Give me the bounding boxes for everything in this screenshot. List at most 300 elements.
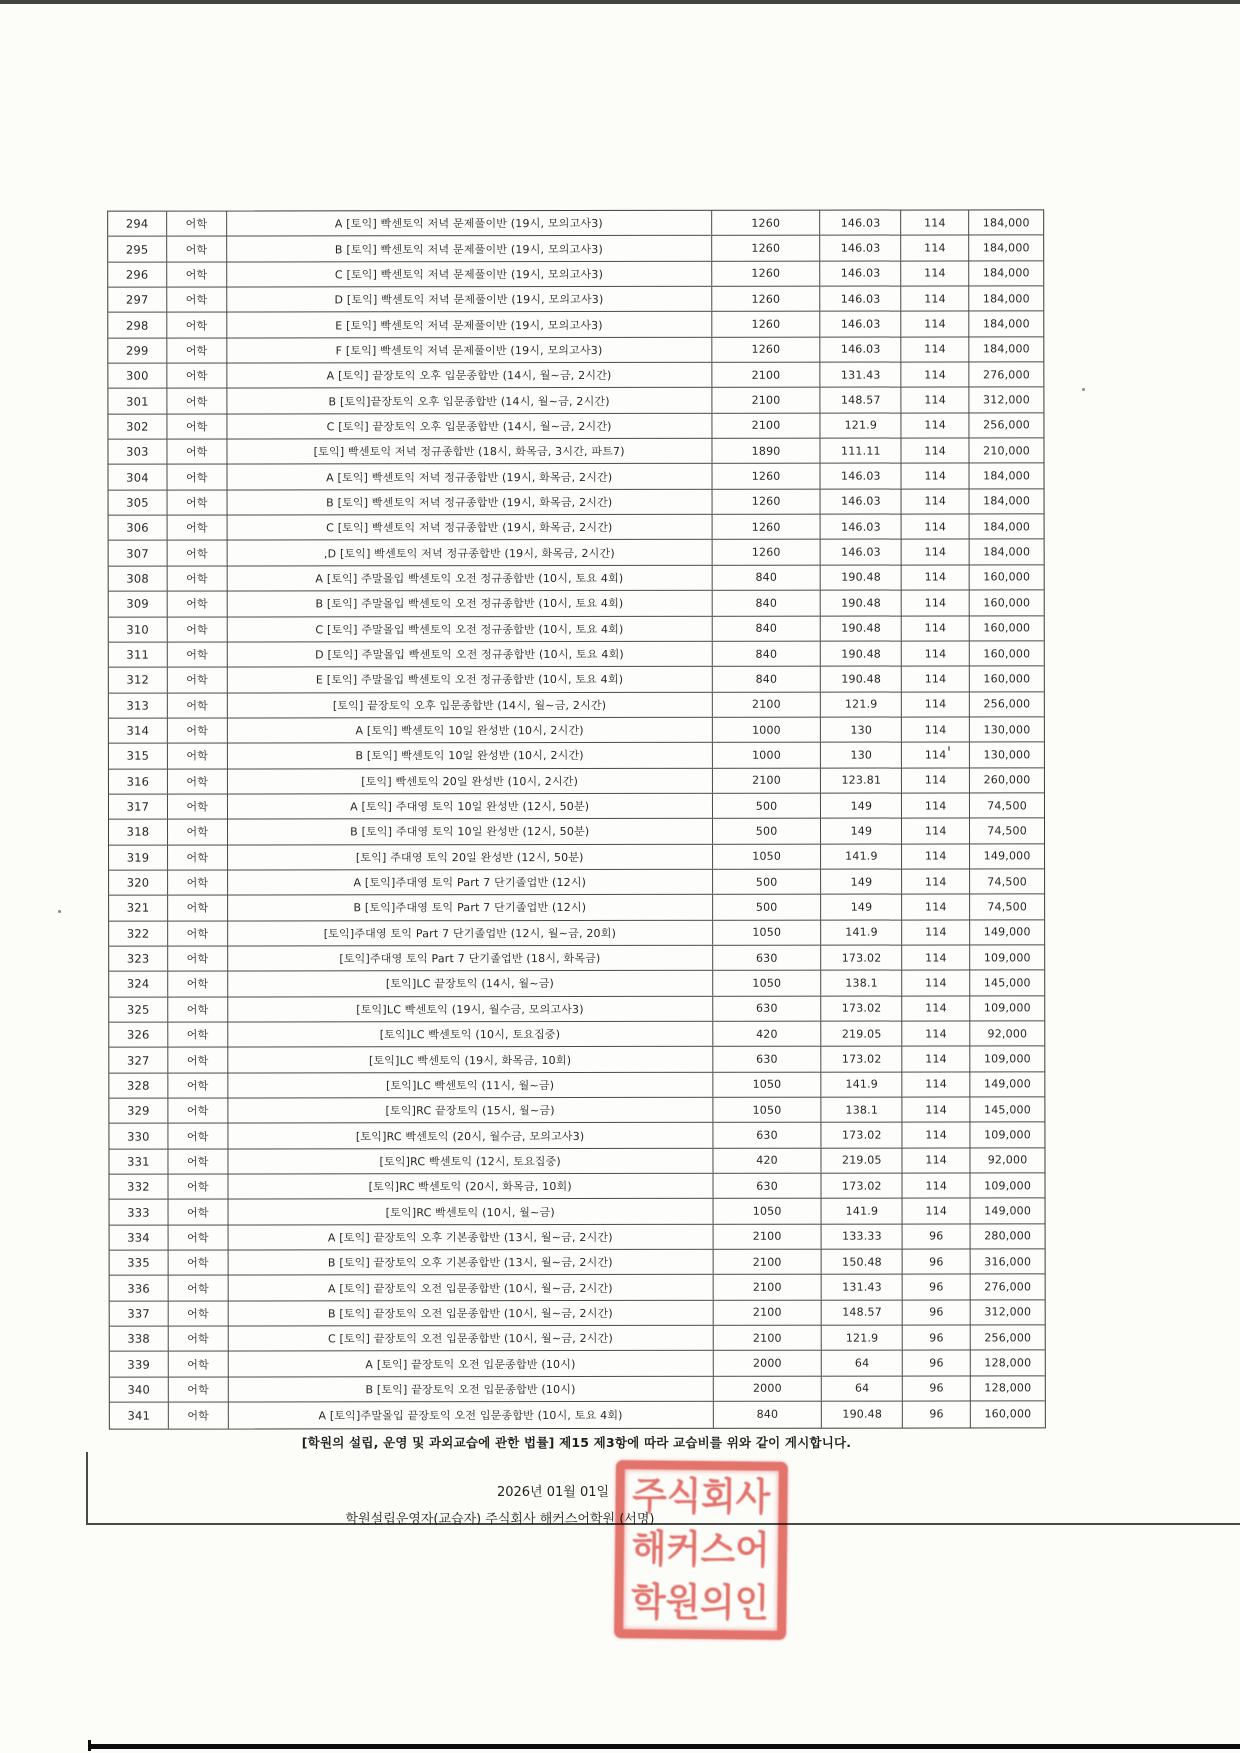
course-name-cell: A [토익] 주대영 토익 10일 완성반 (12시, 50분) <box>228 794 713 819</box>
period-cell: 114 <box>902 717 970 741</box>
tuition-fee-cell: 145,000 <box>984 1103 1031 1117</box>
hours-cell: 840 <box>714 1402 823 1427</box>
hours-cell: 1000 <box>713 743 822 767</box>
row-number-cell: 338 <box>110 1327 169 1351</box>
unit-price-cell: 190.48 <box>821 591 902 615</box>
scan-edge-bottom <box>88 1744 1240 1749</box>
category-cell: 어학 <box>169 1276 229 1300</box>
period-cell: 114 <box>902 439 970 463</box>
course-name-cell: C [토익] 끝장토익 오전 입문종합반 (10시, 월~금, 2시간) <box>228 1326 713 1351</box>
course-name-cell: D [토익] 주말몰입 빡센토익 오전 정규종합반 (10시, 토요 4회) <box>228 642 713 667</box>
table-row <box>109 1072 1044 1099</box>
unit-price-cell: 190.48 <box>821 565 902 589</box>
category-cell: 어학 <box>169 1352 229 1376</box>
table-row <box>110 1351 1045 1378</box>
period-cell: 114 <box>902 312 970 336</box>
table-row <box>109 1148 1044 1175</box>
unit-price-cell: 190.48 <box>821 667 902 691</box>
table-row <box>108 286 1043 313</box>
tuition-fee-cell: 184,000 <box>983 469 1031 483</box>
row-number-cell: 306 <box>109 516 168 540</box>
table-row <box>109 514 1044 541</box>
tuition-fee-cell: 184,000 <box>982 266 1030 280</box>
hours-cell: 2100 <box>713 1326 822 1350</box>
hours-cell: 420 <box>713 1022 822 1046</box>
unit-price-cell: 123.81 <box>821 768 902 792</box>
row-number-cell: 325 <box>109 997 168 1021</box>
course-name-cell: C [토익] 빡센토익 저녁 정규종합반 (19시, 화목금, 2시간) <box>227 515 712 540</box>
hours-cell: 2100 <box>712 413 821 437</box>
period-cell: 114 <box>902 337 970 361</box>
unit-price-cell: 149 <box>821 819 902 843</box>
category-cell: 어학 <box>167 237 227 261</box>
table-row <box>109 895 1044 922</box>
period-cell: 114 <box>903 1072 971 1096</box>
category-cell: 어학 <box>168 617 228 641</box>
row-number-cell: 323 <box>109 947 168 971</box>
row-number-cell: 340 <box>110 1377 169 1401</box>
period-cell: 114 <box>902 920 970 944</box>
course-name-cell: [토익]LC 빡센토익 (10시, 토요집중) <box>228 1022 713 1047</box>
row-number-cell: 320 <box>109 871 168 895</box>
tuition-fee-cell: 280,000 <box>984 1229 1032 1243</box>
category-cell: 어학 <box>167 516 227 540</box>
tuition-fee-cell: 109,000 <box>984 1128 1031 1142</box>
table-row <box>109 464 1044 491</box>
row-number-cell: 313 <box>109 693 168 717</box>
hours-cell: 1260 <box>712 287 821 311</box>
table-row <box>109 819 1044 846</box>
table-row <box>110 1224 1045 1251</box>
unit-price-cell: 146.03 <box>821 261 902 285</box>
unit-price-cell: 146.03 <box>821 312 902 336</box>
category-cell: 어학 <box>168 1022 228 1046</box>
row-number-cell: 300 <box>108 364 167 388</box>
period-cell: 114 <box>902 945 970 969</box>
course-name-cell: A [토익] 끝장토익 오전 입문종합반 (10시, 월~금, 2시간) <box>228 1275 713 1300</box>
course-name-cell: E [토익] 빡센토익 저녁 문제풀이반 (19시, 모의고사3) <box>227 312 712 337</box>
table-row <box>109 489 1044 516</box>
period-cell: 96 <box>903 1224 971 1248</box>
course-name-cell: [토익]RC 빡센토익 (12시, 토요집중) <box>228 1149 713 1174</box>
category-cell: 어학 <box>168 744 228 768</box>
tuition-fee-cell: 130,000 <box>983 748 1031 762</box>
hours-cell: 500 <box>713 794 822 818</box>
unit-price-cell: 146.03 <box>821 540 902 564</box>
row-number-cell: 324 <box>109 972 168 996</box>
unit-price-cell: 131.43 <box>822 1275 903 1299</box>
category-cell: 어학 <box>169 1403 229 1428</box>
tuition-fee-table <box>107 209 1046 1429</box>
tuition-fee-cell: 260,000 <box>983 773 1031 787</box>
row-number-cell: 312 <box>109 668 168 692</box>
course-name-cell: [토익]주대영 토익 Part 7 단기졸업반 (18시, 화목금) <box>228 946 713 971</box>
row-number-cell: 304 <box>109 465 168 489</box>
period-cell: 96 <box>903 1376 971 1400</box>
period-cell: 114 <box>903 971 971 995</box>
table-row <box>109 565 1044 592</box>
unit-price-cell: 173.02 <box>822 996 903 1020</box>
category-cell: 어학 <box>167 338 227 362</box>
table-row <box>109 920 1044 947</box>
scan-speck <box>58 910 61 913</box>
course-name-cell: D [토익] 빡센토익 저녁 문제풀이반 (19시, 모의고사3) <box>227 287 712 312</box>
table-row <box>110 1300 1045 1327</box>
course-name-cell: B [토익]끝장토익 오후 입문종합반 (14시, 월~금, 2시간) <box>227 388 712 413</box>
period-cell: 114 <box>903 1047 971 1071</box>
course-name-cell: [토익]LC 빡센토익 (11시, 월~금) <box>228 1072 713 1097</box>
category-cell: 어학 <box>168 896 228 920</box>
course-name-cell: A [토익]주말몰입 끝장토익 오전 입문종합반 (10시, 토요 4회) <box>229 1402 714 1428</box>
table-row <box>109 641 1044 668</box>
category-cell: 어학 <box>167 490 227 514</box>
category-cell: 어학 <box>168 972 228 996</box>
tuition-fee-cell: 128,000 <box>984 1381 1032 1395</box>
tuition-fee-cell: 160,000 <box>984 1407 1032 1421</box>
row-number-cell: 299 <box>108 338 167 362</box>
unit-price-cell: 146.03 <box>821 489 902 513</box>
table-row <box>109 768 1044 795</box>
tuition-fee-cell: 149,000 <box>984 1204 1032 1218</box>
table-row <box>109 616 1044 643</box>
tuition-fee-cell: 276,000 <box>984 1280 1032 1294</box>
course-name-cell: B [토익] 끝장토익 오전 입문종합반 (10시) <box>229 1377 714 1402</box>
period-cell: 96 <box>903 1275 971 1299</box>
table-row <box>109 1097 1044 1124</box>
period-cell: 114 <box>902 819 970 843</box>
category-cell: 어학 <box>168 693 228 717</box>
hours-cell: 630 <box>713 996 822 1020</box>
table-row <box>108 388 1043 415</box>
unit-price-cell: 133.33 <box>822 1224 903 1248</box>
period-cell: 114 <box>902 591 970 615</box>
category-cell: 어학 <box>168 1149 228 1173</box>
unit-price-cell: 149 <box>822 895 903 919</box>
row-number-cell: 335 <box>110 1251 169 1275</box>
category-cell: 어학 <box>168 1200 228 1224</box>
course-name-cell: A [토익] 빡센토익 저녁 정규종합반 (19시, 화목금, 2시간) <box>227 464 712 489</box>
hours-cell: 2100 <box>713 692 822 716</box>
tuition-fee-cell: 184,000 <box>982 317 1030 331</box>
hours-cell: 1260 <box>712 464 821 488</box>
category-cell: 어학 <box>168 997 228 1021</box>
hours-cell: 2100 <box>712 388 821 412</box>
hours-cell: 840 <box>712 591 821 615</box>
table-row <box>108 261 1043 288</box>
tuition-fee-cell: 160,000 <box>983 672 1031 686</box>
table-row <box>110 1325 1045 1352</box>
category-cell: 어학 <box>168 566 228 590</box>
table-row <box>109 692 1044 719</box>
row-number-cell: 308 <box>109 566 168 590</box>
category-cell: 어학 <box>167 440 227 464</box>
row-number-cell: 318 <box>109 820 168 844</box>
unit-price-cell: 219.05 <box>822 1148 903 1172</box>
hours-cell: 2000 <box>713 1351 822 1375</box>
tuition-fee-cell: 316,000 <box>984 1255 1032 1269</box>
row-number-cell: 326 <box>109 1023 168 1047</box>
row-number-cell: 329 <box>109 1099 168 1123</box>
course-name-cell: B [토익] 주대영 토익 10일 완성반 (12시, 50분) <box>228 819 713 844</box>
course-name-cell: B [토익] 끝장토익 오후 기본종합반 (13시, 월~금, 2시간) <box>228 1250 713 1275</box>
course-name-cell: [토익]RC 빡센토익 (20시, 월수금, 모의고사3) <box>228 1123 713 1148</box>
row-number-cell: 294 <box>108 212 167 236</box>
course-name-cell: [토익] 주대영 토익 20일 완성반 (12시, 50분) <box>228 844 713 869</box>
tuition-fee-cell: 74,500 <box>987 798 1027 813</box>
scan-edge-bottom-tick <box>88 1740 91 1751</box>
row-number-cell: 331 <box>109 1149 168 1173</box>
unit-price-cell: 130 <box>821 717 902 741</box>
row-number-cell: 303 <box>108 440 167 464</box>
category-cell: 어학 <box>168 1175 228 1199</box>
row-number-cell: 310 <box>109 617 168 641</box>
hours-cell: 1260 <box>712 261 821 285</box>
tuition-fee-cell: 184,000 <box>983 545 1031 559</box>
hours-cell: 2100 <box>713 1224 822 1248</box>
unit-price-cell: 141.9 <box>822 844 903 868</box>
unit-price-cell: 121.9 <box>821 413 902 437</box>
unit-price-cell: 64 <box>822 1376 903 1400</box>
hours-cell: 1050 <box>713 971 822 995</box>
tuition-fee-cell: 109,000 <box>983 1052 1031 1066</box>
period-cell: 114 <box>902 413 970 437</box>
period-cell: 114 <box>903 1199 971 1223</box>
legal-notice-text: [학원의 설립, 운영 및 과외교습에 관한 법률] 제15 제3항에 따라 교습비를 위와 같이 게시합니다. <box>301 1435 852 1450</box>
period-cell: 114 <box>902 743 970 767</box>
period-cell: 114 <box>902 515 970 539</box>
stamp-text-row: 해커스어 <box>631 1526 771 1574</box>
category-cell: 어학 <box>168 870 228 894</box>
row-number-cell: 309 <box>109 592 168 616</box>
table-row <box>108 337 1043 364</box>
course-name-cell: B [토익] 빡센토익 저녁 문제풀이반 (19시, 모의고사3) <box>227 236 712 261</box>
hours-cell: 1260 <box>712 489 821 513</box>
tuition-fee-cell: 160,000 <box>983 596 1031 610</box>
category-cell: 어학 <box>168 1251 228 1275</box>
hours-cell: 420 <box>713 1148 822 1172</box>
row-number-cell: 307 <box>109 541 168 565</box>
unit-price-cell: 146.03 <box>821 287 902 311</box>
table-row <box>109 793 1044 820</box>
table-row <box>109 1021 1044 1048</box>
category-cell: 어학 <box>168 820 228 844</box>
category-cell: 어학 <box>169 1301 229 1325</box>
period-cell: 114 <box>902 768 970 792</box>
category-cell: 어학 <box>167 313 227 337</box>
tuition-fee-cell: 256,000 <box>983 418 1030 432</box>
hours-cell: 630 <box>713 946 822 970</box>
table-row <box>108 236 1043 263</box>
row-number-cell: 319 <box>109 845 168 869</box>
period-cell: 114 <box>902 692 970 716</box>
course-name-cell: A [토익]주대영 토익 Part 7 단기졸업반 (12시) <box>228 870 713 895</box>
category-cell: 어학 <box>167 541 227 565</box>
period-cell: 114 <box>903 1097 971 1121</box>
category-cell: 어학 <box>167 262 227 286</box>
unit-price-cell: 141.9 <box>822 920 903 944</box>
course-name-cell: B [토익] 빡센토익 저녁 정규종합반 (19시, 화목금, 2시간) <box>227 490 712 515</box>
hours-cell: 1260 <box>712 337 821 361</box>
tuition-fee-cell: 160,000 <box>983 646 1031 660</box>
period-cell: 114 <box>903 1021 971 1045</box>
unit-price-cell: 146.03 <box>821 515 902 539</box>
table-row <box>109 1123 1044 1150</box>
category-cell: 어학 <box>168 592 228 616</box>
unit-price-cell: 173.02 <box>822 1174 903 1198</box>
period-cell: 114 <box>902 793 970 817</box>
period-cell: 114 <box>902 540 970 564</box>
hours-cell: 630 <box>713 1123 822 1147</box>
category-cell: 어학 <box>167 465 227 489</box>
hours-cell: 840 <box>712 616 821 640</box>
hours-cell: 2100 <box>713 1300 822 1324</box>
course-name-cell: [토익]RC 빡센토익 (20시, 화목금, 10회) <box>228 1174 713 1199</box>
tuition-fee-cell: 312,000 <box>984 1305 1032 1319</box>
period-cell: 114 <box>901 236 969 260</box>
course-name-cell: [토익]RC 빡센토익 (10시, 월~금) <box>228 1199 713 1224</box>
course-name-cell: A [토익] 끝장토익 오후 기본종합반 (13시, 월~금, 2시간) <box>228 1225 713 1250</box>
row-number-cell: 301 <box>108 389 167 413</box>
table-row <box>109 1173 1044 1200</box>
table-row <box>108 362 1043 389</box>
course-name-cell: A [토익] 끝장토익 오후 입문종합반 (14시, 월~금, 2시간) <box>227 363 712 388</box>
period-cell: 114 <box>903 1123 971 1147</box>
unit-price-cell: 190.48 <box>821 641 902 665</box>
tuition-fee-cell: 312,000 <box>983 393 1030 407</box>
course-name-cell: [토익]LC 끝장토익 (14시, 월~금) <box>228 971 713 996</box>
category-cell: 어학 <box>169 1327 229 1351</box>
tuition-fee-cell: 160,000 <box>983 621 1031 635</box>
tuition-fee-cell: 74,500 <box>987 874 1028 889</box>
unit-price-cell: 121.9 <box>822 1326 903 1350</box>
course-name-cell: B [토익] 끝장토익 오전 입문종합반 (10시, 월~금, 2시간) <box>228 1301 713 1326</box>
unit-price-cell: 150.48 <box>822 1250 903 1274</box>
table-row <box>108 312 1043 339</box>
unit-price-cell: 141.9 <box>822 1199 903 1223</box>
table-row <box>109 869 1044 896</box>
table-row <box>109 717 1044 744</box>
period-cell: 114 <box>902 489 970 513</box>
unit-price-cell: 149 <box>822 869 903 893</box>
tuition-fee-cell: 109,000 <box>984 1179 1032 1193</box>
tuition-fee-cell: 184,000 <box>982 216 1030 230</box>
row-number-cell: 339 <box>110 1352 169 1376</box>
period-cell: 96 <box>903 1300 971 1324</box>
course-name-cell: [토익]LC 빡센토익 (19시, 월수금, 모의고사3) <box>228 996 713 1021</box>
table-row <box>110 1249 1045 1276</box>
period-cell: 114 <box>902 565 970 589</box>
category-cell: 어학 <box>167 211 227 235</box>
course-name-cell: E [토익] 주말몰입 빡센토익 오전 정규종합반 (10시, 토요 4회) <box>228 667 713 692</box>
table-row <box>109 743 1044 770</box>
row-number-cell: 328 <box>109 1073 168 1097</box>
unit-price-cell: 141.9 <box>822 1072 903 1096</box>
hours-cell: 1260 <box>712 515 821 539</box>
unit-price-cell: 219.05 <box>822 1022 903 1046</box>
hours-cell: 1260 <box>712 312 821 336</box>
row-number-cell: 315 <box>109 744 168 768</box>
unit-price-cell: 148.57 <box>821 388 902 412</box>
table-row <box>109 996 1044 1023</box>
category-cell: 어학 <box>168 1225 228 1249</box>
period-cell: 96 <box>903 1351 971 1375</box>
period-cell: 114 <box>902 641 970 665</box>
period-cell: 114 <box>902 616 970 640</box>
hours-cell: 2100 <box>713 1275 822 1299</box>
tuition-fee-cell: 184,000 <box>983 520 1031 534</box>
tuition-fee-cell: 109,000 <box>983 951 1031 965</box>
tuition-fee-cell: 160,000 <box>983 570 1031 584</box>
category-cell: 어학 <box>168 845 228 869</box>
table-row <box>108 438 1043 465</box>
row-number-cell: 314 <box>109 718 168 742</box>
period-cell: 96 <box>903 1402 971 1427</box>
tuition-fee-cell: 92,000 <box>987 1027 1028 1041</box>
table-row <box>109 591 1044 618</box>
tuition-fee-cell: 210,000 <box>983 444 1031 458</box>
course-name-cell: [토익] 빡센토익 저녁 정규종합반 (18시, 화목금, 3시간, 파트7) <box>227 439 712 464</box>
unit-price-cell: 173.02 <box>822 946 903 970</box>
unit-price-cell: 131.43 <box>821 363 902 387</box>
tuition-fee-cell: 74,500 <box>987 900 1028 914</box>
row-number-cell: 297 <box>108 288 167 312</box>
course-name-cell: [토익] 끝장토익 오후 입문종합반 (14시, 월~금, 2시간) <box>228 692 713 717</box>
hours-cell: 500 <box>713 819 822 843</box>
row-number-cell: 295 <box>108 237 167 261</box>
unit-price-cell: 121.9 <box>821 692 902 716</box>
table-row <box>109 540 1044 567</box>
table-row <box>110 1199 1045 1226</box>
category-cell: 어학 <box>168 769 228 793</box>
hours-cell: 1260 <box>712 540 821 564</box>
hours-cell: 1000 <box>713 718 822 742</box>
table-row <box>109 945 1044 972</box>
stamp-text-row: 주식회사 <box>632 1473 771 1520</box>
hours-cell: 1050 <box>713 844 822 868</box>
row-number-cell: 302 <box>108 414 167 438</box>
tuition-fee-cell: 184,000 <box>982 292 1030 306</box>
period-cell: 114 <box>902 363 970 387</box>
table-row <box>110 1275 1045 1302</box>
row-number-cell: 332 <box>109 1175 168 1199</box>
tuition-fee-cell: 149,000 <box>983 849 1031 863</box>
category-cell: 어학 <box>169 1377 229 1401</box>
category-cell: 어학 <box>168 668 228 692</box>
tuition-fee-cell: 74,500 <box>987 824 1027 838</box>
tuition-fee-cell: 256,000 <box>983 697 1031 711</box>
hours-cell: 1050 <box>713 1072 822 1096</box>
hours-cell: 500 <box>713 895 822 919</box>
row-number-cell: 330 <box>109 1124 168 1148</box>
table-row <box>109 844 1044 871</box>
tuition-fee-cell: 149,000 <box>983 925 1031 939</box>
period-cell: 114 <box>903 1148 971 1172</box>
hours-cell: 2100 <box>713 768 822 792</box>
issue-date: 2026년 01월 01일 <box>496 1485 610 1500</box>
category-cell: 어학 <box>168 1099 228 1123</box>
unit-price-cell: 190.48 <box>822 1402 903 1427</box>
stamp-text-row: 학원의인 <box>631 1580 770 1627</box>
row-number-cell: 311 <box>109 642 168 666</box>
category-cell: 어학 <box>168 718 228 742</box>
period-cell: 114 <box>902 667 970 691</box>
hours-cell: 1050 <box>713 1199 822 1223</box>
course-name-cell: F [토익] 빡센토익 저녁 문제풀이반 (19시, 모의고사3) <box>227 338 712 363</box>
course-name-cell: C [토익] 주말몰입 빡센토익 오전 정규종합반 (10시, 토요 4회) <box>227 616 712 641</box>
unit-price-cell: 173.02 <box>822 1123 903 1147</box>
unit-price-cell: 146.03 <box>821 337 902 361</box>
hours-cell: 2100 <box>713 1250 822 1274</box>
